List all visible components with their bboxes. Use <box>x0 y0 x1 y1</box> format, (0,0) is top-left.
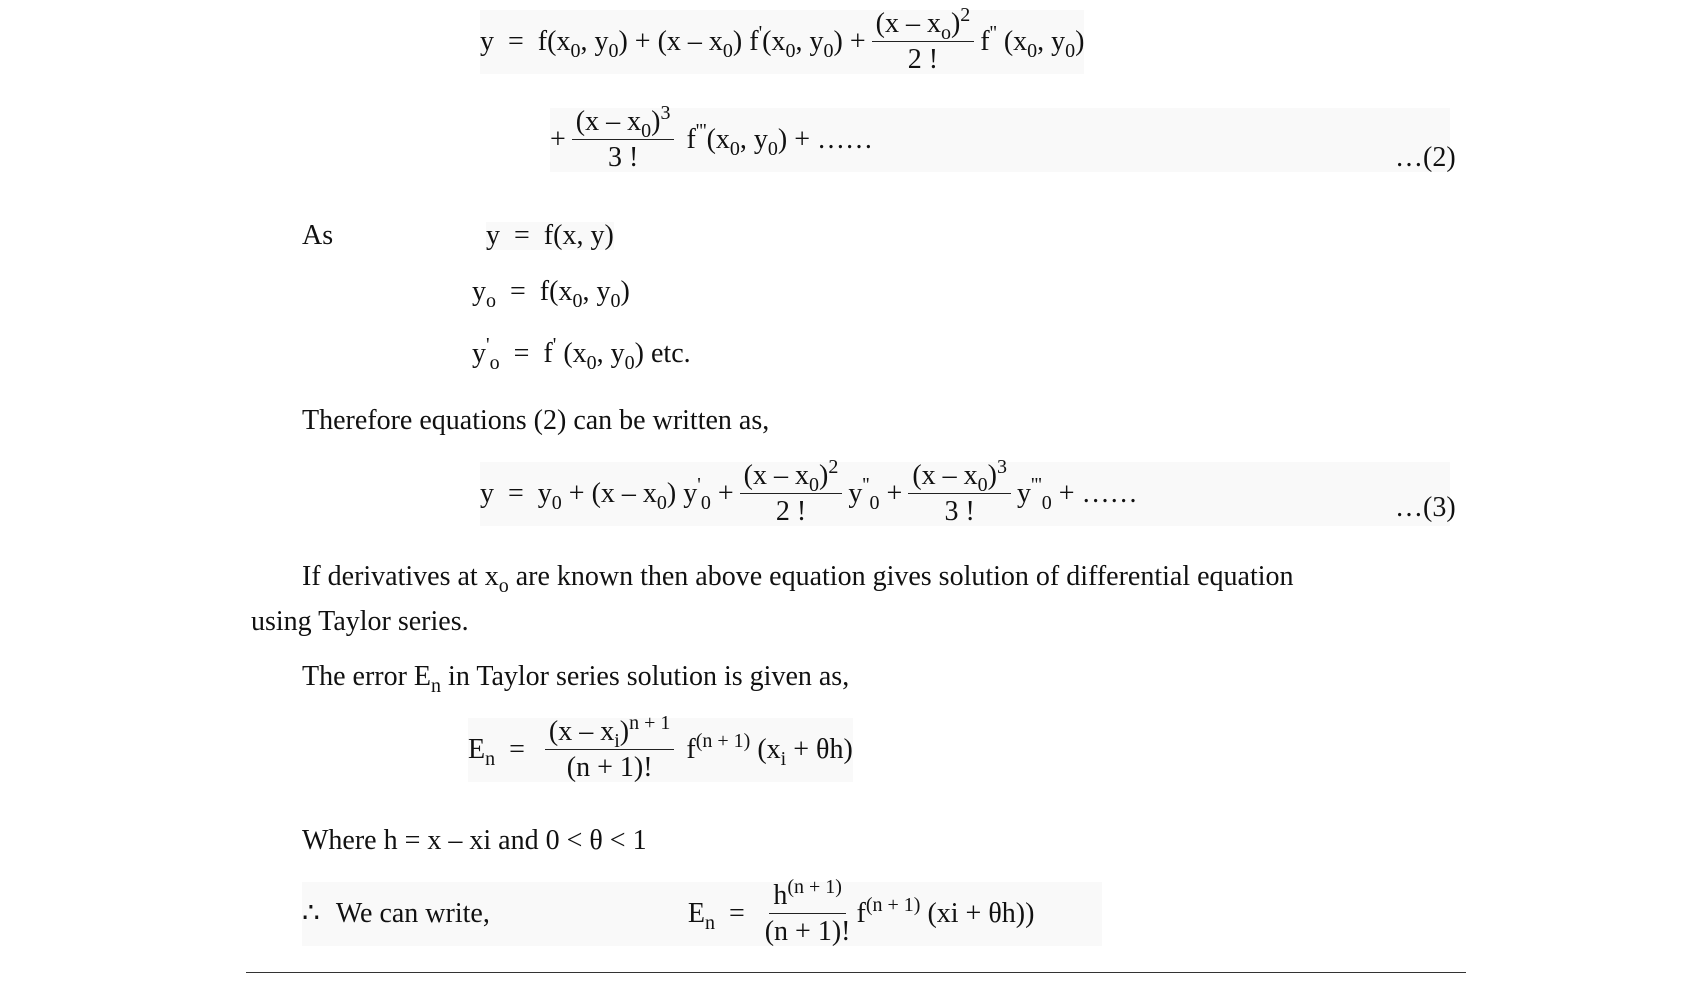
eq5-fraction: $\frac{h^{(n + 1)}}{(n + 1)!}$ <box>764 876 851 947</box>
paragraph-error: The error $E_n$ in Taylor series solution is given as, <box>302 661 850 697</box>
equation-number-3: …(3) <box>1395 492 1456 523</box>
equation-number-2: …(2) <box>1395 142 1456 173</box>
equation-taylor-in-y: y = $y_0 + (x - x_0) y'_0$ + $\frac{(x - x_0)^2}{2 !}$ $y''_0$ + $\frac{(x - x_0)^3}{3 !}$ $y'''_0$ + …… <box>480 462 1450 526</box>
eq1-lhs: y <box>480 26 494 57</box>
paragraph-therefore: Therefore equations (2) can be written as, <box>302 405 770 436</box>
eq1-rhs: $f(x_0$, $y_0) + (x - x_0)$ $f'(x_0$, $y_0$) + <box>537 22 866 62</box>
eq1b-plus: + <box>550 124 566 155</box>
eq3-fraction-2: $\frac{(x - x_0)^3}{3 !}$ <box>908 462 1011 526</box>
as-line-1: y = f(x, y) <box>486 220 614 251</box>
bottom-rule <box>246 972 1466 973</box>
as-line-3: $y'_o$ = f' ($x_0$, $y_0$) etc. <box>472 334 691 374</box>
paragraph-derivatives: If derivatives at $x_o$ are known then above equation gives solution of differential equation <box>302 561 1294 597</box>
equation-taylor-expansion <box>480 4 1085 75</box>
equation-error-h: ∴ We can write, $E_n$ = $\frac{h^{(n + 1)}}{(n + 1)!}$ $f^{(n + 1)}$ (xi + θh)) <box>302 882 1102 946</box>
eq1-fraction: $\frac{(x - x_o)^2}{2 !}$ <box>872 10 975 74</box>
paragraph-derivatives-cont: using Taylor series. <box>251 606 469 637</box>
equation-error-term: $E_n$ = $\frac{(x - x_i)^{n + 1}}{(n + 1)!}$ $f^{(n + 1)}$ $(x_i + \theta h)$ <box>468 712 853 783</box>
as-line-2: $y_o$ = $f(x_0$, $y_0$) <box>472 276 630 312</box>
eq1-equals: = <box>508 26 524 57</box>
as-label: As <box>302 220 334 251</box>
therefore-symbol: ∴ <box>302 898 320 929</box>
eq1-tail: f'' ($x_0$, $y_0$) <box>980 22 1085 62</box>
paragraph-where: Where h = x – xi and 0 < θ < 1 <box>302 825 647 856</box>
eq1b-fraction: $\frac{(x - x_0)^3}{3 !}$ <box>572 108 675 172</box>
equation-taylor-continuation <box>550 102 1450 173</box>
eq3-fraction-1: $\frac{(x - x_0)^2}{2 !}$ <box>740 462 843 526</box>
eq4-fraction: $\frac{(x - x_i)^{n + 1}}{(n + 1)!}$ <box>545 718 675 782</box>
eq1b-tail: $f'''(x_0$, $y_0$) + …… <box>686 120 874 160</box>
